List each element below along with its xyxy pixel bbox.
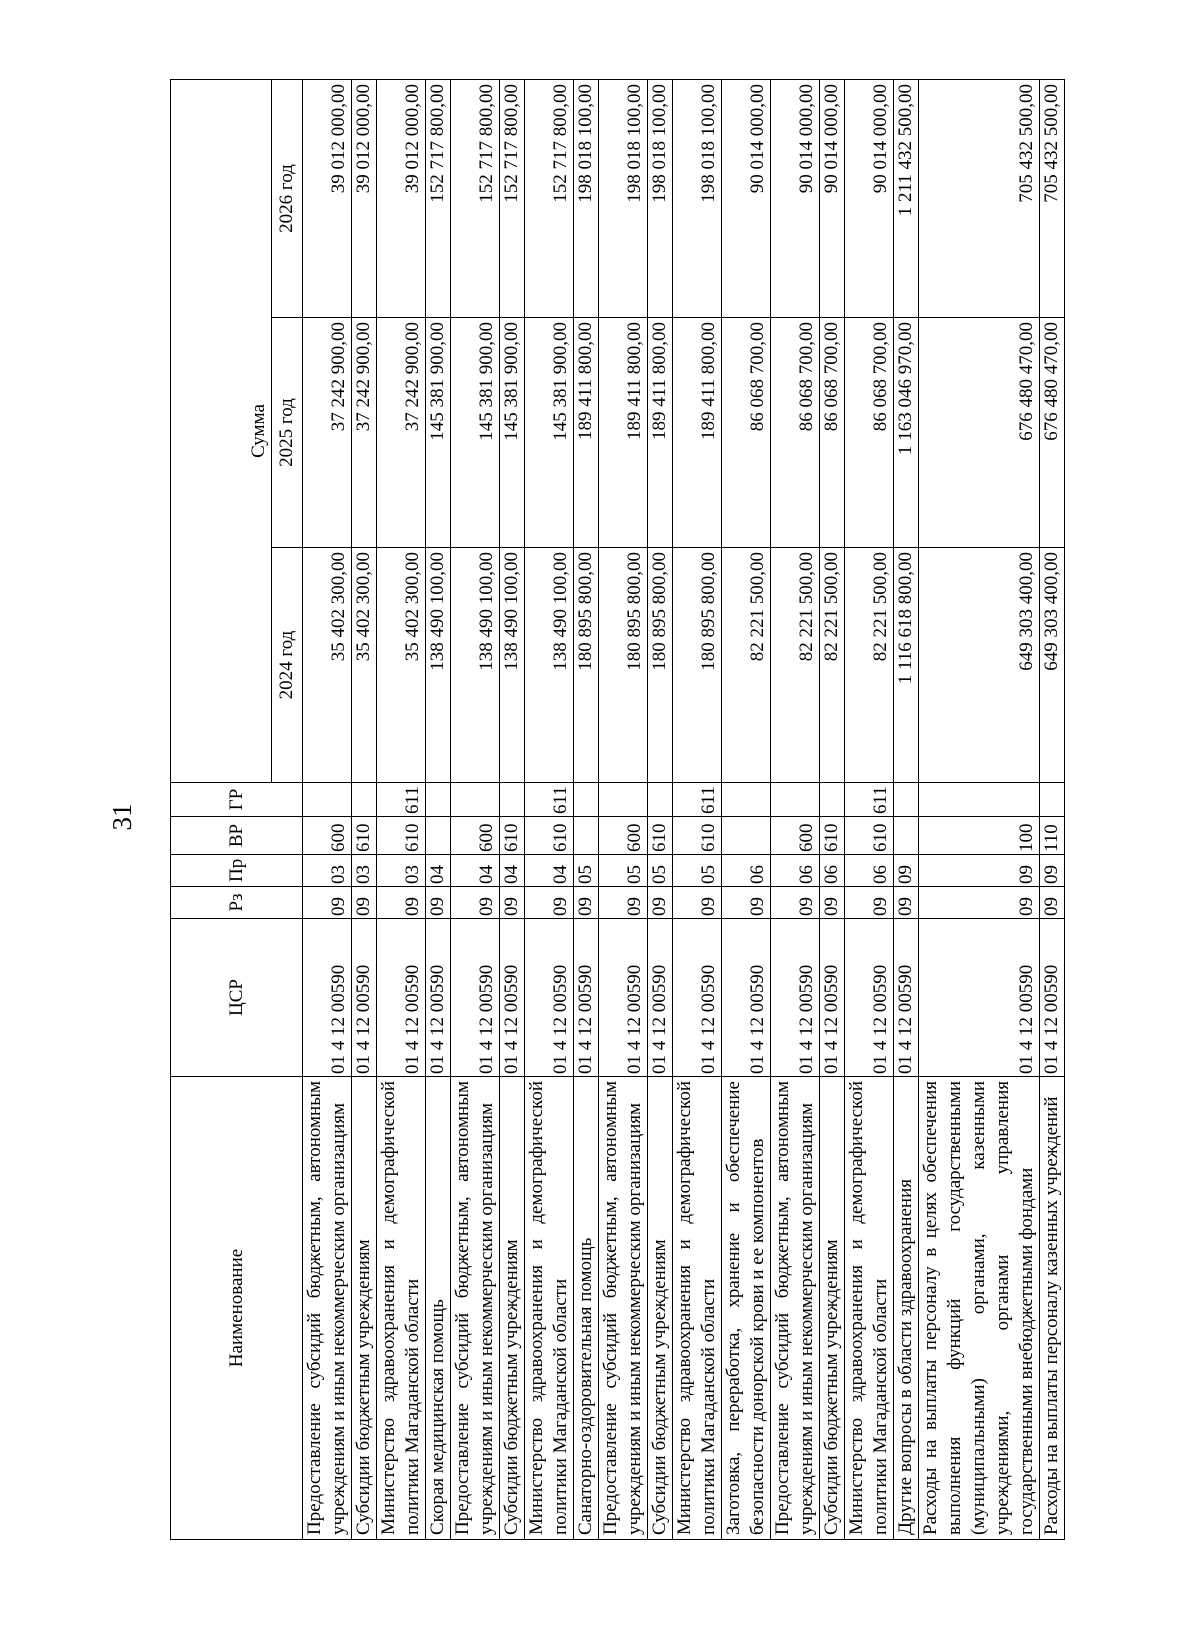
cell-pr: 03 <box>303 855 352 887</box>
cell-pr: 06 <box>771 855 820 887</box>
cell-sum-2024: 138 490 100,00 <box>451 548 500 783</box>
cell-sum-2024: 180 895 800,00 <box>673 548 722 783</box>
cell-gr <box>500 783 525 817</box>
cell-sum-2026: 90 014 000,00 <box>771 80 820 318</box>
cell-name: Министерство здравоохранения и демографической политики Магаданской области <box>377 1077 426 1540</box>
cell-pr: 03 <box>377 855 426 887</box>
cell-sum-2025: 86 068 700,00 <box>771 318 820 548</box>
cell-sum-2026: 198 018 100,00 <box>574 80 599 318</box>
cell-sum-2026: 152 717 800,00 <box>500 80 525 318</box>
cell-gr: 611 <box>673 783 722 817</box>
cell-name: Предоставление субсидий бюджетным, автономным учреждениям и иным некоммерческим организациям <box>303 1077 352 1540</box>
cell-sum-2026: 39 012 000,00 <box>377 80 426 318</box>
cell-sum-2024: 180 895 800,00 <box>574 548 599 783</box>
cell-sum-2024: 649 303 400,00 <box>919 548 1040 783</box>
cell-rz: 09 <box>722 887 771 919</box>
cell-vr <box>722 817 771 855</box>
cell-vr: 610 <box>820 817 845 855</box>
cell-csr: 01 4 12 00590 <box>574 919 599 1077</box>
cell-sum-2026: 198 018 100,00 <box>599 80 648 318</box>
cell-gr <box>1040 783 1065 817</box>
cell-sum-2026: 198 018 100,00 <box>648 80 673 318</box>
cell-pr: 03 <box>352 855 377 887</box>
cell-sum-2024: 138 490 100,00 <box>426 548 451 783</box>
cell-name: Предоставление субсидий бюджетным, автономным учреждениям и иным некоммерческим организациям <box>451 1077 500 1540</box>
cell-sum-2025: 189 411 800,00 <box>599 318 648 548</box>
cell-name: Другие вопросы в области здравоохранения <box>894 1077 919 1540</box>
cell-sum-2024: 180 895 800,00 <box>648 548 673 783</box>
cell-vr: 110 <box>1040 817 1065 855</box>
cell-pr: 06 <box>845 855 894 887</box>
budget-table <box>170 79 1065 1540</box>
table-row <box>426 80 451 1540</box>
cell-sum-2024: 35 402 300,00 <box>377 548 426 783</box>
cell-vr <box>894 817 919 855</box>
cell-sum-2026: 39 012 000,00 <box>303 80 352 318</box>
cell-pr: 09 <box>894 855 919 887</box>
cell-gr <box>352 783 377 817</box>
cell-rz: 09 <box>451 887 500 919</box>
cell-vr: 610 <box>673 817 722 855</box>
cell-sum-2024: 138 490 100,00 <box>500 548 525 783</box>
cell-sum-2024: 649 303 400,00 <box>1040 548 1065 783</box>
cell-sum-2026: 705 432 500,00 <box>919 80 1040 318</box>
cell-vr: 610 <box>352 817 377 855</box>
cell-csr: 01 4 12 00590 <box>303 919 352 1077</box>
cell-pr: 05 <box>599 855 648 887</box>
cell-sum-2024: 82 221 500,00 <box>820 548 845 783</box>
cell-rz: 09 <box>377 887 426 919</box>
cell-pr: 05 <box>648 855 673 887</box>
cell-pr: 04 <box>451 855 500 887</box>
cell-sum-2026: 90 014 000,00 <box>722 80 771 318</box>
table-row <box>500 80 525 1540</box>
cell-vr <box>574 817 599 855</box>
cell-pr: 05 <box>673 855 722 887</box>
cell-name: Санаторно-оздоровительная помощь <box>574 1077 599 1540</box>
header-gr: ГР <box>171 783 303 817</box>
cell-sum-2026: 152 717 800,00 <box>426 80 451 318</box>
cell-rz: 09 <box>525 887 574 919</box>
cell-vr: 100 <box>919 817 1040 855</box>
header-sum: Сумма <box>171 80 272 783</box>
cell-csr: 01 4 12 00590 <box>525 919 574 1077</box>
table-row <box>919 80 1040 1540</box>
cell-sum-2025: 86 068 700,00 <box>722 318 771 548</box>
cell-name: Расходы на выплаты персоналу в целях обеспечения выполнения функций государственными (муниципальными) органами, казенными учреждениями, органами управления государственными внебюджетными фондами <box>919 1077 1040 1540</box>
cell-sum-2024: 82 221 500,00 <box>845 548 894 783</box>
header-rz: Рз <box>171 887 303 919</box>
cell-name: Министерство здравоохранения и демографической политики Магаданской области <box>673 1077 722 1540</box>
cell-sum-2024: 35 402 300,00 <box>352 548 377 783</box>
cell-sum-2026: 198 018 100,00 <box>673 80 722 318</box>
header-year-2025: 2025 год <box>272 318 303 548</box>
cell-vr: 610 <box>500 817 525 855</box>
cell-vr: 600 <box>303 817 352 855</box>
cell-sum-2026: 90 014 000,00 <box>845 80 894 318</box>
cell-sum-2025: 145 381 900,00 <box>426 318 451 548</box>
cell-csr: 01 4 12 00590 <box>451 919 500 1077</box>
cell-rz: 09 <box>426 887 451 919</box>
cell-sum-2026: 1 211 432 500,00 <box>894 80 919 318</box>
cell-sum-2025: 37 242 900,00 <box>352 318 377 548</box>
header-csr: ЦСР <box>171 919 303 1077</box>
cell-csr: 01 4 12 00590 <box>1040 919 1065 1077</box>
cell-sum-2025: 189 411 800,00 <box>574 318 599 548</box>
cell-sum-2025: 86 068 700,00 <box>845 318 894 548</box>
cell-name: Министерство здравоохранения и демографической политики Магаданской области <box>525 1077 574 1540</box>
cell-gr <box>426 783 451 817</box>
cell-name: Расходы на выплаты персоналу казенных учреждений <box>1040 1077 1065 1540</box>
table-row <box>599 80 648 1540</box>
header-vr: ВР <box>171 817 303 855</box>
cell-gr <box>648 783 673 817</box>
cell-sum-2024: 82 221 500,00 <box>771 548 820 783</box>
table-body <box>303 80 1065 1540</box>
cell-name: Субсидии бюджетным учреждениям <box>352 1077 377 1540</box>
cell-csr: 01 4 12 00590 <box>673 919 722 1077</box>
cell-csr: 01 4 12 00590 <box>426 919 451 1077</box>
table-row <box>574 80 599 1540</box>
cell-sum-2025: 145 381 900,00 <box>451 318 500 548</box>
cell-rz: 09 <box>574 887 599 919</box>
cell-sum-2025: 189 411 800,00 <box>673 318 722 548</box>
cell-gr: 611 <box>377 783 426 817</box>
cell-vr <box>426 817 451 855</box>
cell-csr: 01 4 12 00590 <box>500 919 525 1077</box>
cell-pr: 04 <box>525 855 574 887</box>
cell-vr: 610 <box>525 817 574 855</box>
cell-sum-2025: 189 411 800,00 <box>648 318 673 548</box>
cell-name: Предоставление субсидий бюджетным, автономным учреждениям и иным некоммерческим организациям <box>771 1077 820 1540</box>
page-number: 31 <box>107 803 137 831</box>
cell-csr: 01 4 12 00590 <box>648 919 673 1077</box>
table-row <box>451 80 500 1540</box>
cell-gr: 611 <box>525 783 574 817</box>
cell-rz: 09 <box>352 887 377 919</box>
header-year-2024: 2024 год <box>272 548 303 783</box>
cell-sum-2025: 145 381 900,00 <box>500 318 525 548</box>
cell-sum-2025: 37 242 900,00 <box>377 318 426 548</box>
cell-rz: 09 <box>303 887 352 919</box>
cell-pr: 05 <box>574 855 599 887</box>
cell-gr <box>722 783 771 817</box>
cell-vr: 600 <box>451 817 500 855</box>
cell-sum-2024: 180 895 800,00 <box>599 548 648 783</box>
cell-rz: 09 <box>919 887 1040 919</box>
cell-vr: 600 <box>599 817 648 855</box>
cell-sum-2024: 1 116 618 800,00 <box>894 548 919 783</box>
cell-name: Субсидии бюджетным учреждениям <box>500 1077 525 1540</box>
header-year-2026: 2026 год <box>272 80 303 318</box>
header-name: Наименование <box>171 1077 303 1540</box>
cell-sum-2026: 90 014 000,00 <box>820 80 845 318</box>
cell-sum-2025: 145 381 900,00 <box>525 318 574 548</box>
cell-gr <box>574 783 599 817</box>
cell-gr <box>599 783 648 817</box>
cell-pr: 09 <box>919 855 1040 887</box>
cell-gr <box>451 783 500 817</box>
cell-csr: 01 4 12 00590 <box>894 919 919 1077</box>
cell-name: Скорая медицинская помощь <box>426 1077 451 1540</box>
cell-sum-2026: 152 717 800,00 <box>525 80 574 318</box>
cell-rz: 09 <box>500 887 525 919</box>
table-row <box>820 80 845 1540</box>
cell-sum-2025: 86 068 700,00 <box>820 318 845 548</box>
cell-name: Министерство здравоохранения и демографической политики Магаданской области <box>845 1077 894 1540</box>
cell-csr: 01 4 12 00590 <box>771 919 820 1077</box>
cell-gr <box>771 783 820 817</box>
cell-sum-2025: 676 480 470,00 <box>1040 318 1065 548</box>
cell-csr: 01 4 12 00590 <box>820 919 845 1077</box>
table-row <box>845 80 894 1540</box>
cell-sum-2025: 676 480 470,00 <box>919 318 1040 548</box>
cell-sum-2025: 1 163 046 970,00 <box>894 318 919 548</box>
cell-rz: 09 <box>1040 887 1065 919</box>
header-pr: Пр <box>171 855 303 887</box>
table-row <box>722 80 771 1540</box>
table-row <box>894 80 919 1540</box>
cell-rz: 09 <box>894 887 919 919</box>
cell-pr: 04 <box>500 855 525 887</box>
cell-sum-2024: 82 221 500,00 <box>722 548 771 783</box>
cell-sum-2026: 152 717 800,00 <box>451 80 500 318</box>
table-row <box>352 80 377 1540</box>
cell-gr <box>919 783 1040 817</box>
cell-sum-2025: 37 242 900,00 <box>303 318 352 548</box>
cell-gr <box>303 783 352 817</box>
cell-csr: 01 4 12 00590 <box>845 919 894 1077</box>
cell-vr: 600 <box>771 817 820 855</box>
cell-sum-2024: 138 490 100,00 <box>525 548 574 783</box>
cell-rz: 09 <box>599 887 648 919</box>
cell-csr: 01 4 12 00590 <box>919 919 1040 1077</box>
cell-vr: 610 <box>845 817 894 855</box>
cell-vr: 610 <box>377 817 426 855</box>
table-row <box>525 80 574 1540</box>
cell-csr: 01 4 12 00590 <box>599 919 648 1077</box>
cell-name: Предоставление субсидий бюджетным, автономным учреждениям и иным некоммерческим организациям <box>599 1077 648 1540</box>
cell-gr <box>894 783 919 817</box>
table-row <box>648 80 673 1540</box>
cell-gr <box>820 783 845 817</box>
cell-rz: 09 <box>771 887 820 919</box>
cell-csr: 01 4 12 00590 <box>352 919 377 1077</box>
cell-pr: 06 <box>722 855 771 887</box>
table-row <box>377 80 426 1540</box>
cell-rz: 09 <box>845 887 894 919</box>
cell-pr: 09 <box>1040 855 1065 887</box>
cell-pr: 06 <box>820 855 845 887</box>
cell-csr: 01 4 12 00590 <box>722 919 771 1077</box>
cell-gr: 611 <box>845 783 894 817</box>
cell-sum-2026: 39 012 000,00 <box>352 80 377 318</box>
table-row <box>673 80 722 1540</box>
cell-name: Субсидии бюджетным учреждениям <box>820 1077 845 1540</box>
cell-name: Заготовка, переработка, хранение и обеспечение безопасности донорской крови и ее компонентов <box>722 1077 771 1540</box>
cell-csr: 01 4 12 00590 <box>377 919 426 1077</box>
cell-sum-2026: 705 432 500,00 <box>1040 80 1065 318</box>
cell-rz: 09 <box>673 887 722 919</box>
table-row <box>1040 80 1065 1540</box>
table-row <box>303 80 352 1540</box>
table-row <box>771 80 820 1540</box>
cell-sum-2024: 35 402 300,00 <box>303 548 352 783</box>
cell-name: Субсидии бюджетным учреждениям <box>648 1077 673 1540</box>
rotated-page-content <box>170 80 1062 1540</box>
cell-pr: 04 <box>426 855 451 887</box>
cell-rz: 09 <box>820 887 845 919</box>
cell-rz: 09 <box>648 887 673 919</box>
cell-vr: 610 <box>648 817 673 855</box>
